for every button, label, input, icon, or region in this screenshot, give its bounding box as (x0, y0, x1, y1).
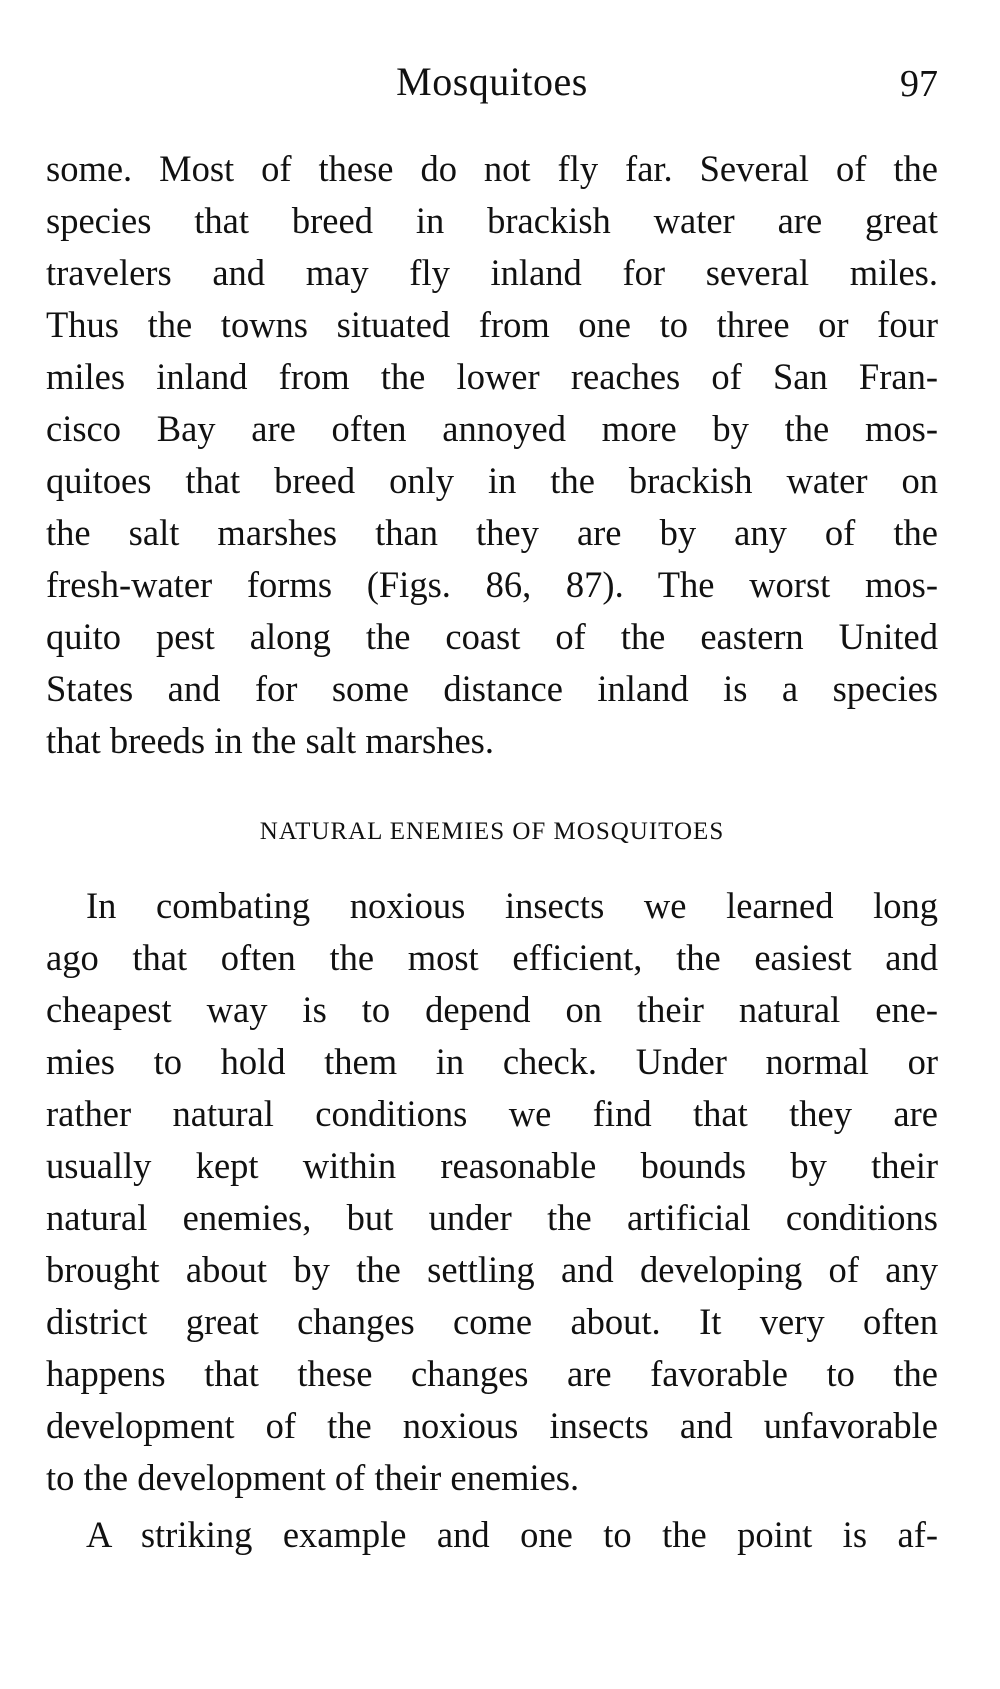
text-line: district great changes come about. It very often (46, 1301, 938, 1342)
text-line: usually kept within reasonable bounds by their (46, 1145, 938, 1186)
text-line: ago that often the most efficient, the easiest and (46, 937, 938, 978)
text-line: cheapest way is to depend on their natural ene- (46, 989, 938, 1030)
text-line: In combating noxious insects we learned long (86, 885, 938, 926)
running-head (46, 52, 938, 112)
text-line: development of the noxious insects and unfavorable (46, 1405, 938, 1446)
text-line: happens that these changes are favorable to the (46, 1353, 938, 1394)
page-number: 97 (900, 63, 938, 105)
text-line: miles inland from the lower reaches of San Fran- (46, 356, 938, 397)
running-title: Mosquitoes (396, 59, 588, 104)
text-line: cisco Bay are often annoyed more by the mos- (46, 408, 938, 449)
text-line: mies to hold them in check. Under normal or (46, 1041, 938, 1082)
text-line: brought about by the settling and developing of any (46, 1249, 938, 1290)
text-line: A striking example and one to the point is af- (86, 1514, 938, 1555)
paragraph (46, 880, 938, 1504)
text-line: some. Most of these do not fly far. Several of the (46, 148, 938, 189)
paragraph (46, 1509, 938, 1561)
text-line: species that breed in brackish water are great (46, 200, 938, 241)
text-line: fresh-water forms (Figs. 86, 87). The worst mos- (46, 564, 938, 605)
text-line: travelers and may fly inland for several miles. (46, 252, 938, 293)
text-line: States and for some distance inland is a species (46, 668, 938, 709)
text-line: to the development of their enemies. (46, 1457, 580, 1498)
text-line: quito pest along the coast of the eastern United (46, 616, 938, 657)
text-line: quitoes that breed only in the brackish water on (46, 460, 938, 501)
paragraph (46, 143, 938, 767)
section-heading: NATURAL ENEMIES OF MOSQUITOES (259, 818, 725, 845)
text-line: rather natural conditions we find that they are (46, 1093, 938, 1134)
text-line: Thus the towns situated from one to three or four (46, 304, 938, 345)
text-line: that breeds in the salt marshes. (46, 720, 495, 761)
text-line: natural enemies, but under the artificial conditions (46, 1197, 938, 1238)
text-line: the salt marshes than they are by any of the (46, 512, 938, 553)
